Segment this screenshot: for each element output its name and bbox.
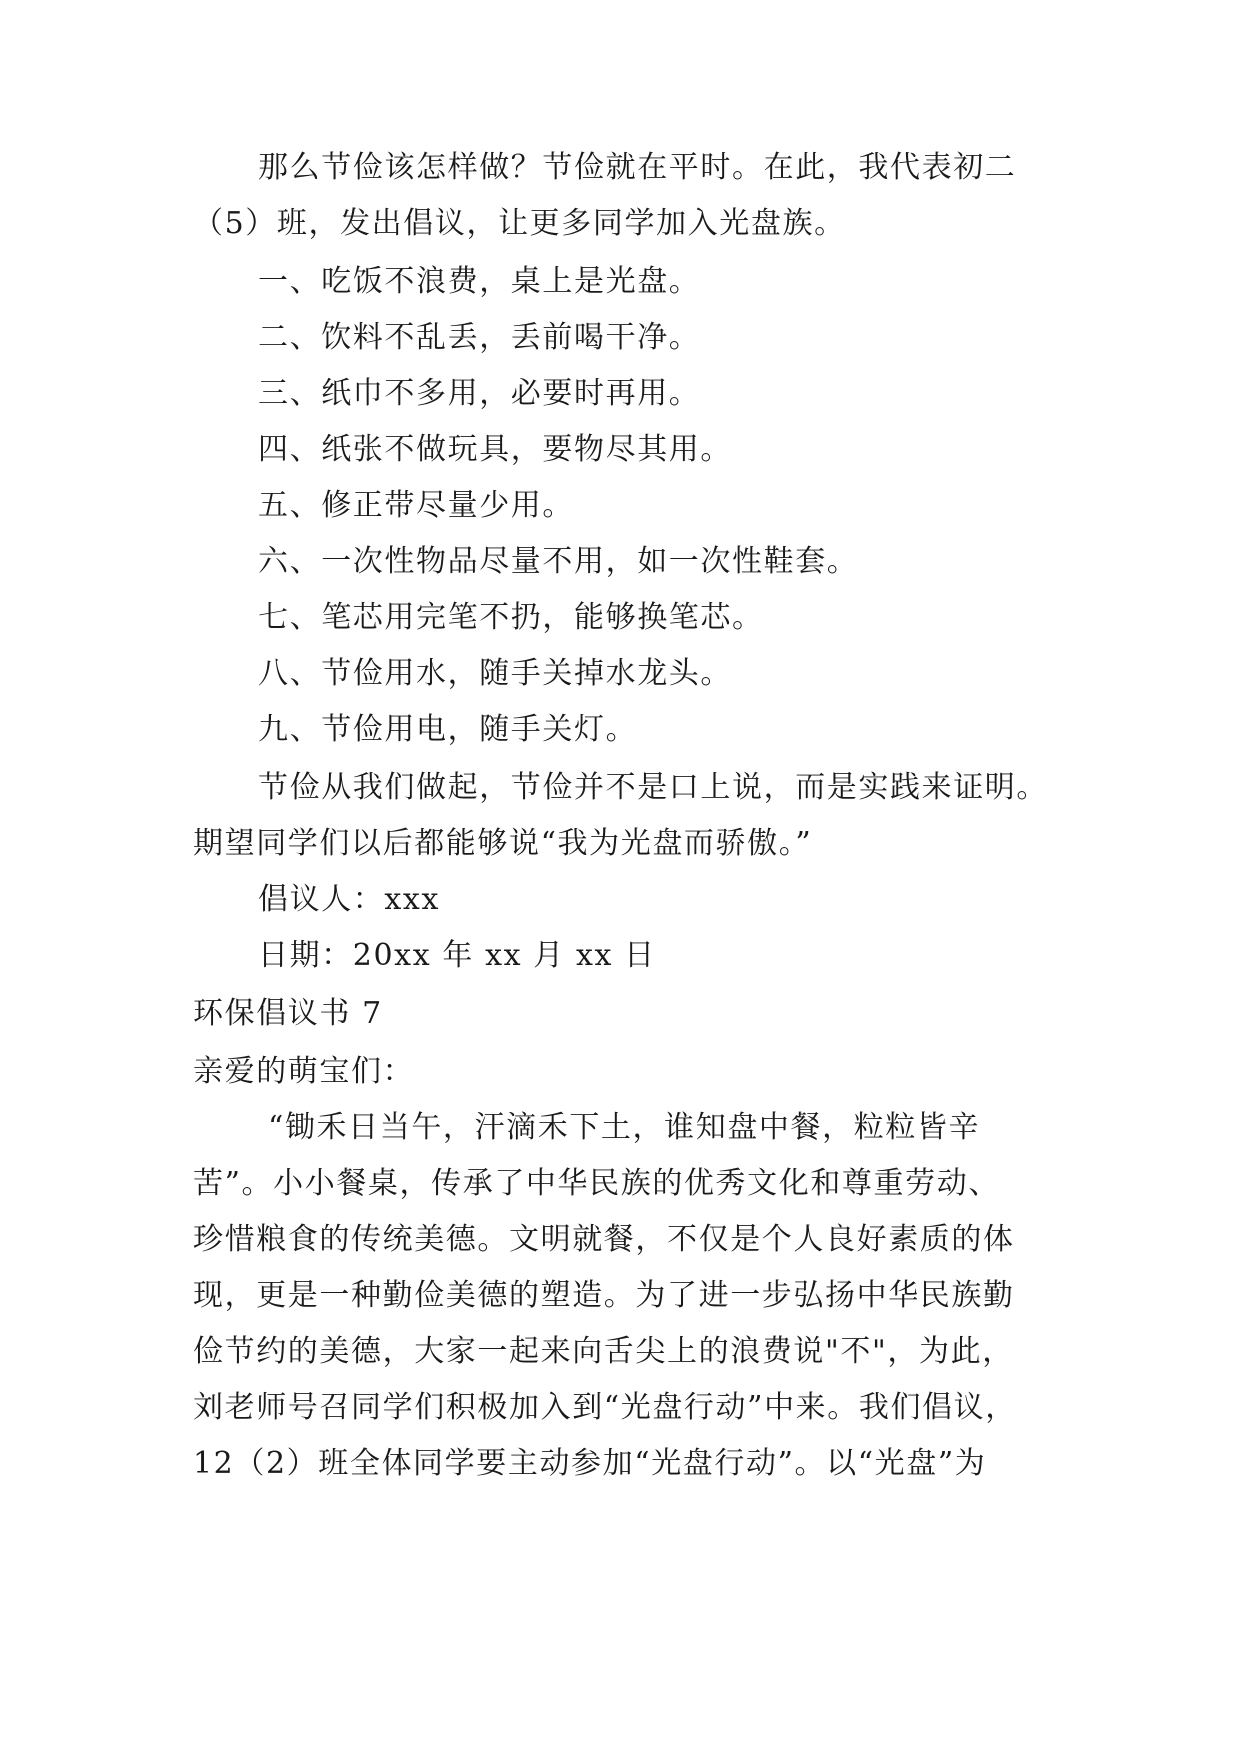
paragraph-line: 节俭从我们做起，节俭并不是口上说，而是实践来证明。 <box>258 770 1048 805</box>
paragraph-line: （5）班，发出倡议，让更多同学加入光盘族。 <box>193 206 846 241</box>
list-item: 四、纸张不做玩具，要物尽其用。 <box>258 432 732 467</box>
paragraph-line: 12（2）班全体同学要主动参加“光盘行动”。以“光盘”为 <box>193 1446 987 1481</box>
list-item: 一、吃饭不浪费，桌上是光盘。 <box>258 264 701 299</box>
date-line: 日期：20xx 年 xx 月 xx 日 <box>258 938 656 973</box>
signature-line: 倡议人：xxx <box>258 882 440 917</box>
paragraph-line: “锄禾日当午，汗滴禾下土，谁知盘中餐，粒粒皆辛 <box>268 1110 981 1145</box>
paragraph-line: 刘老师号召同学们积极加入到“光盘行动”中来。我们倡议， <box>193 1390 1017 1425</box>
section-heading: 环保倡议书 7 <box>193 996 383 1031</box>
paragraph-line: 现，更是一种勤俭美德的塑造。为了进一步弘扬中华民族勤 <box>193 1278 1015 1313</box>
list-item: 七、笔芯用完笔不扔，能够换笔芯。 <box>258 600 764 635</box>
list-item: 六、一次性物品尽量不用，如一次性鞋套。 <box>258 544 859 579</box>
list-item: 三、纸巾不多用，必要时再用。 <box>258 376 701 411</box>
paragraph-line: 苦”。小小餐桌，传承了中华民族的优秀文化和尊重劳动、 <box>193 1166 1000 1201</box>
list-item: 八、节俭用水，随手关掉水龙头。 <box>258 656 732 691</box>
list-item: 五、修正带尽量少用。 <box>258 488 574 523</box>
list-item: 九、节俭用电，随手关灯。 <box>258 712 638 747</box>
paragraph-line: 期望同学们以后都能够说“我为光盘而骄傲。” <box>193 826 813 861</box>
paragraph-line: 俭节约的美德，大家一起来向舌尖上的浪费说"不"，为此， <box>193 1334 1014 1369</box>
paragraph-line: 那么节俭该怎样做？节俭就在平时。在此，我代表初二 <box>258 150 1017 185</box>
paragraph-line: 珍惜粮食的传统美德。文明就餐，不仅是个人良好素质的体 <box>193 1222 1015 1257</box>
list-item: 二、饮料不乱丢，丢前喝干净。 <box>258 320 701 355</box>
salutation: 亲爱的萌宝们： <box>193 1054 415 1089</box>
